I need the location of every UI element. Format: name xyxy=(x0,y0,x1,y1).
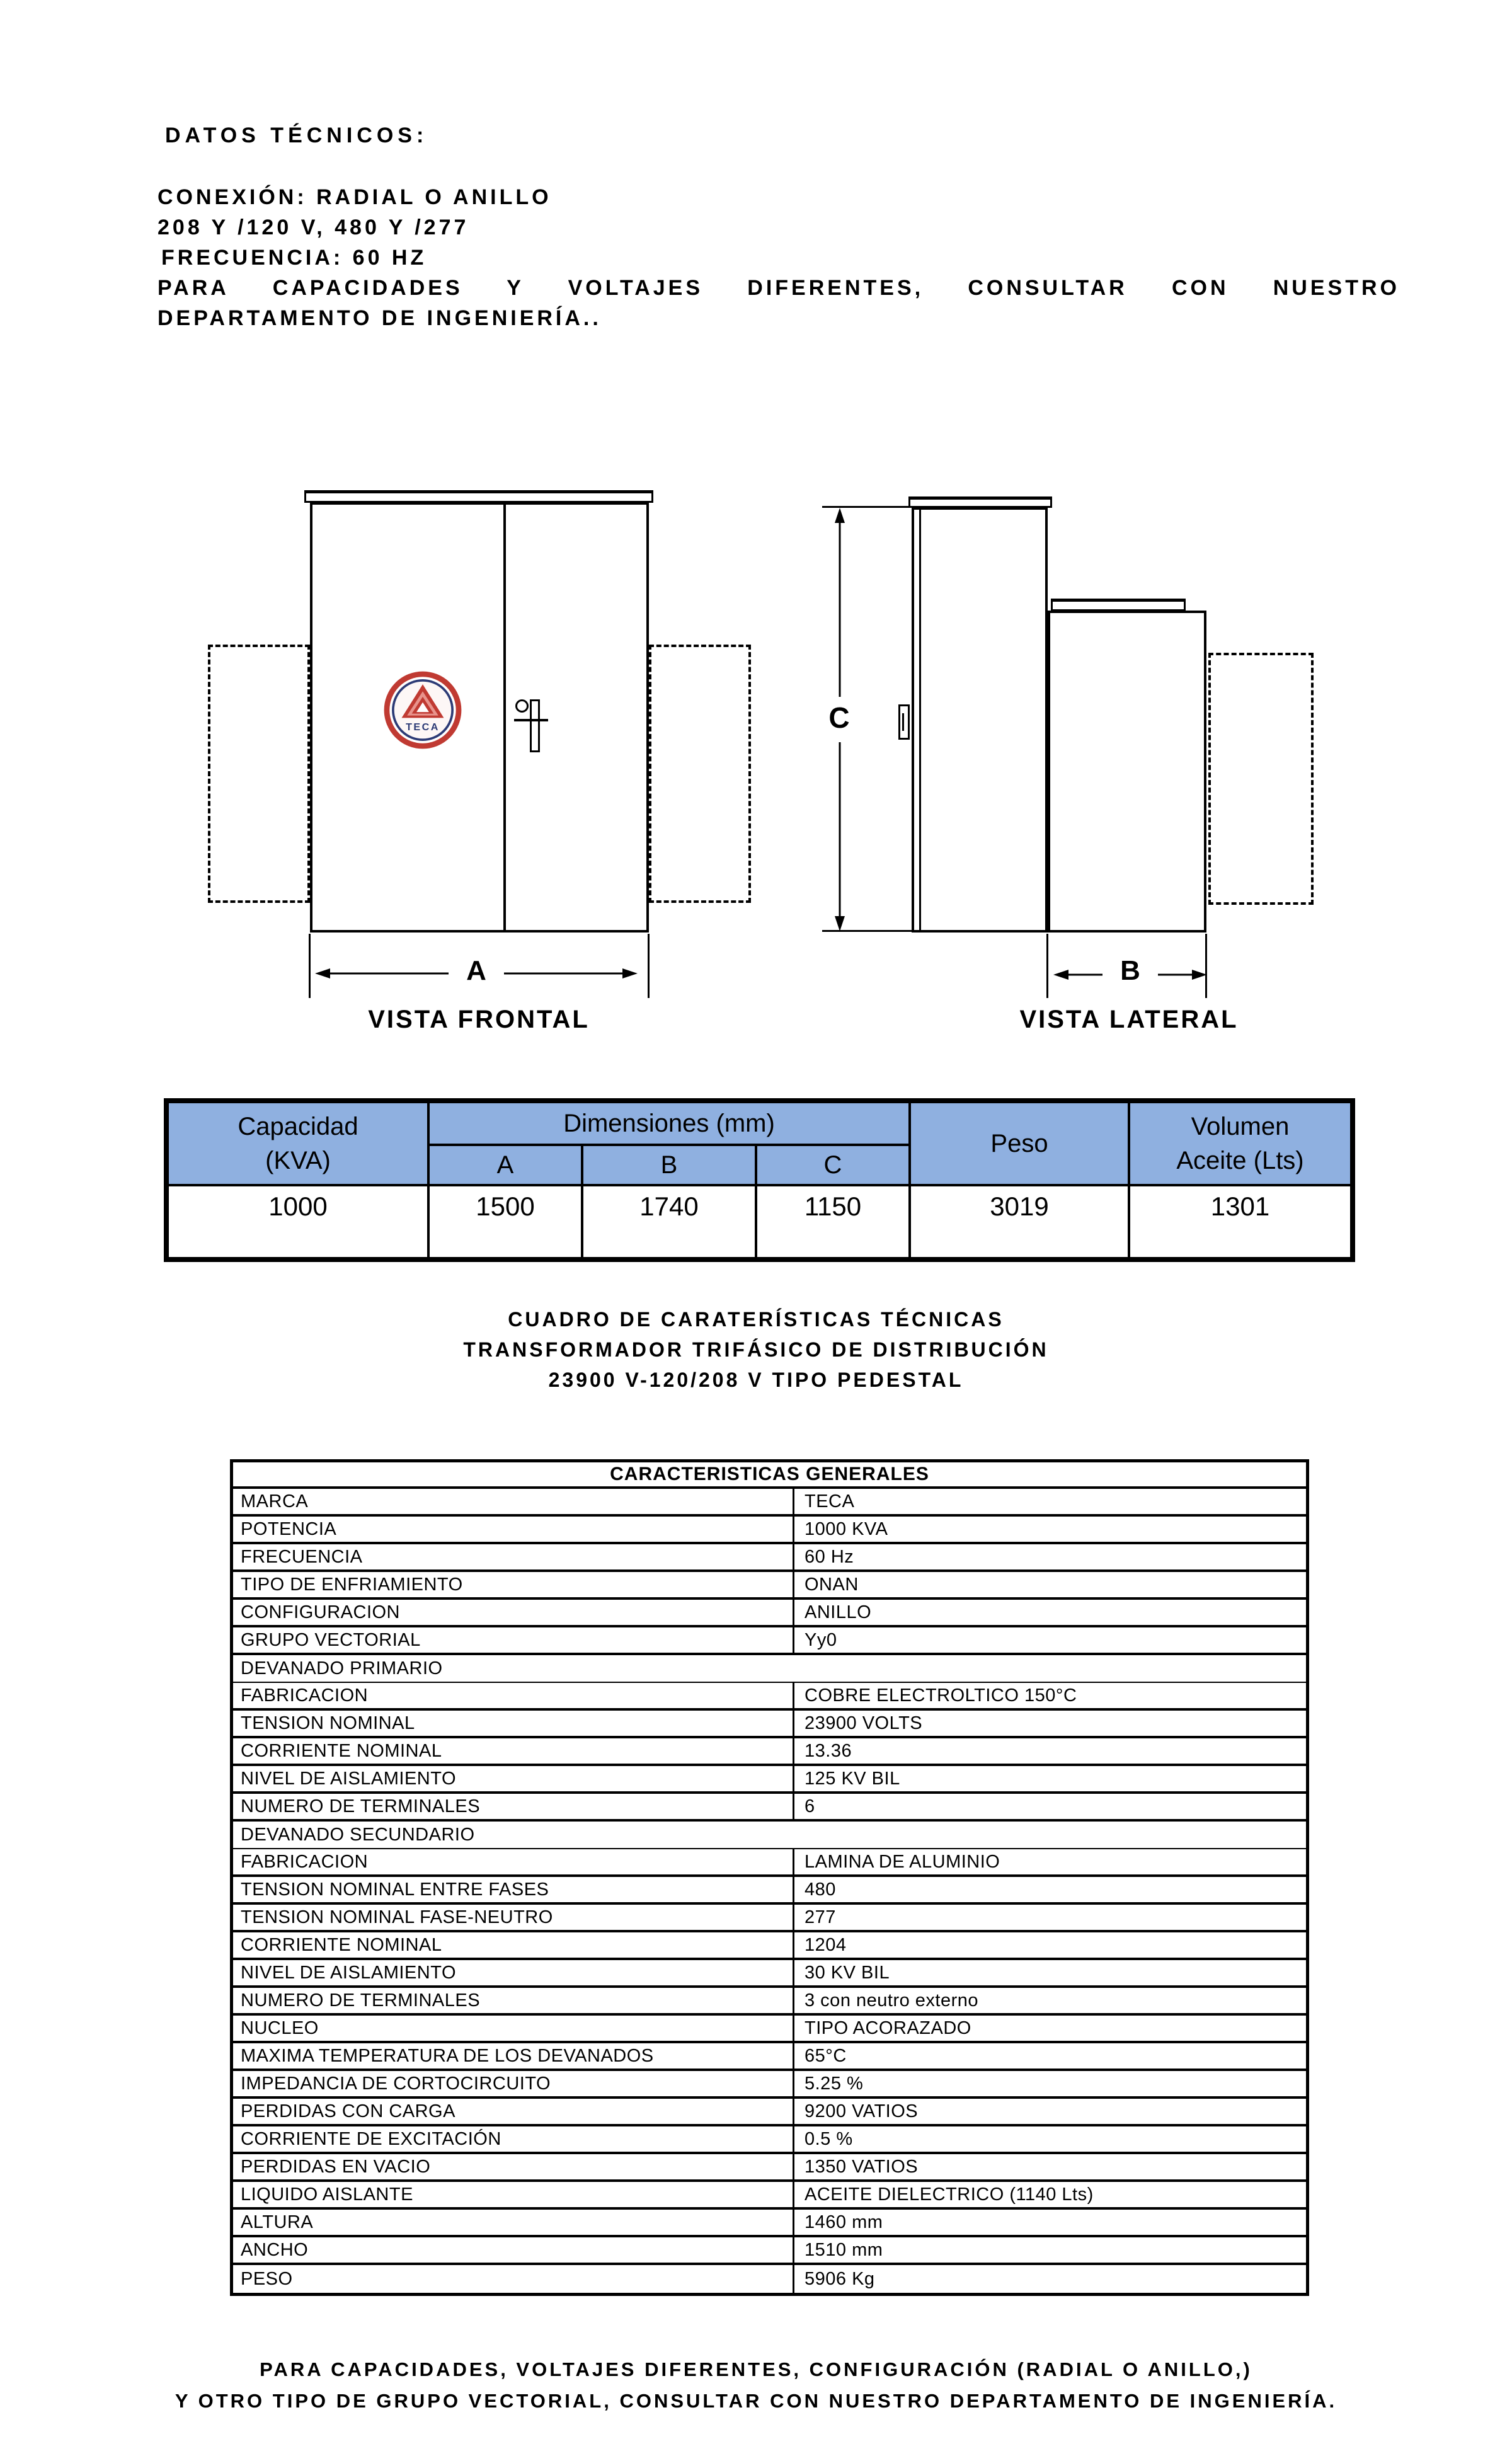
row-label: IMPEDANCIA DE CORTOCIRCUITO xyxy=(233,2071,794,2096)
front-left-dashed-box xyxy=(208,645,310,903)
front-cabinet-body xyxy=(310,502,649,932)
table-row xyxy=(233,1822,1306,1849)
table-row xyxy=(233,2099,1306,2126)
frequency-line: FRECUENCIA: 60 HZ xyxy=(161,246,427,270)
side-short-box-lid xyxy=(1051,599,1186,611)
row-label: NUCLEO xyxy=(233,2016,794,2041)
row-label: NUMERO DE TERMINALES xyxy=(233,1988,794,2013)
row-label: NUMERO DE TERMINALES xyxy=(233,1794,794,1819)
side-tall-box-inner-line xyxy=(919,507,921,932)
oil-volume-header-line1: Volumen xyxy=(1191,1113,1290,1140)
table-row xyxy=(166,1185,1353,1260)
row-value: 3 con neutro externo xyxy=(805,1990,979,2011)
dim-b-extension-left xyxy=(1046,934,1048,998)
dim-c-value: 1150 xyxy=(756,1185,910,1260)
row-value: ANILLO xyxy=(805,1602,872,1622)
table-row xyxy=(233,1849,1306,1877)
row-value: 125 KV BIL xyxy=(805,1768,900,1789)
row-label: FRECUENCIA xyxy=(233,1544,794,1569)
section-title-line1: CUADRO DE CARATERÍSTICAS TÉCNICAS xyxy=(508,1308,1004,1331)
row-label: FABRICACION xyxy=(233,1849,794,1874)
dim-c-label: C xyxy=(828,701,850,734)
row-value: TIPO ACORAZADO xyxy=(805,2017,971,2038)
row-label: ANCHO xyxy=(233,2237,794,2263)
row-label: TENSION NOMINAL xyxy=(233,1711,794,1736)
table-row xyxy=(233,1877,1306,1905)
row-value: 1204 xyxy=(805,1934,847,1955)
row-label: FABRICACION xyxy=(233,1683,794,1708)
section-title xyxy=(252,1304,1260,1395)
table-row xyxy=(233,1738,1306,1766)
row-value: 13.36 xyxy=(805,1740,852,1761)
table-row xyxy=(233,2210,1306,2237)
side-short-box xyxy=(1048,611,1206,932)
row-label: CORRIENTE NOMINAL xyxy=(233,1932,794,1958)
row-value: 277 xyxy=(805,1907,836,1927)
oil-volume-header-cell xyxy=(1129,1101,1353,1185)
capacity-value: 1000 xyxy=(166,1185,428,1260)
table-row xyxy=(233,1794,1306,1822)
side-tall-box xyxy=(912,507,1048,932)
row-label: MARCA xyxy=(233,1489,794,1514)
table-row xyxy=(233,2237,1306,2265)
teca-logo-text: TECA xyxy=(406,721,440,733)
page-title: DATOS TÉCNICOS: xyxy=(165,123,428,147)
row-value: 1510 mm xyxy=(805,2239,883,2260)
row-label: MAXIMA TEMPERATURA DE LOS DEVANADOS xyxy=(233,2043,794,2069)
row-label: ALTURA xyxy=(233,2210,794,2235)
note-line-2: DEPARTAMENTO DE INGENIERÍA.. xyxy=(158,306,602,330)
table-row xyxy=(233,1627,1306,1655)
table-row xyxy=(233,1960,1306,1988)
door-handle-bar-icon xyxy=(530,699,540,752)
row-label: PERDIDAS EN VACIO xyxy=(233,2154,794,2179)
table-row xyxy=(233,1572,1306,1600)
dim-a-label: A xyxy=(466,955,486,986)
row-label: TIPO DE ENFRIAMIENTO xyxy=(233,1572,794,1597)
row-value: ONAN xyxy=(805,1574,859,1595)
row-value: 60 Hz xyxy=(805,1546,854,1567)
characteristics-table-title: CARACTERISTICAS GENERALES xyxy=(233,1462,1306,1489)
side-tall-box-lid xyxy=(908,496,1052,508)
row-value: Yy0 xyxy=(805,1629,837,1650)
voltages-line: 208 Y /120 V, 480 Y /277 xyxy=(158,215,469,239)
row-value: 480 xyxy=(805,1879,836,1900)
side-view-caption: VISTA LATERAL xyxy=(1019,1006,1239,1033)
capacity-header-cell xyxy=(166,1101,428,1185)
dim-a-value: 1500 xyxy=(428,1185,582,1260)
capacity-table xyxy=(164,1098,1355,1262)
dim-b-header-cell: B xyxy=(582,1145,756,1185)
row-value: COBRE ELECTROLTICO 150°C xyxy=(805,1685,1077,1706)
row-label: LIQUIDO AISLANTE xyxy=(233,2182,794,2207)
oil-volume-header-line2: Aceite (Lts) xyxy=(1176,1147,1304,1174)
row-value: 1460 mm xyxy=(805,2212,883,2232)
table-row xyxy=(233,2265,1306,2293)
table-row xyxy=(233,1655,1306,1683)
table-row xyxy=(233,1905,1306,1932)
row-value: LAMINA DE ALUMINIO xyxy=(805,1851,1000,1872)
oil-volume-value: 1301 xyxy=(1129,1185,1353,1260)
door-handle-cross-icon xyxy=(514,719,548,721)
connection-line: CONEXIÓN: RADIAL O ANILLO xyxy=(158,185,552,209)
row-value: ACEITE DIELECTRICO (1140 Lts) xyxy=(805,2184,1094,2205)
table-row xyxy=(233,1517,1306,1544)
footer-note xyxy=(126,2354,1386,2417)
front-right-dashed-box xyxy=(649,645,751,903)
row-label: CONFIGURACION xyxy=(233,1600,794,1625)
row-value: 5.25 % xyxy=(805,2073,864,2094)
row-value: 9200 VATIOS xyxy=(805,2101,919,2121)
row-label: POTENCIA xyxy=(233,1517,794,1542)
row-value: TECA xyxy=(805,1491,855,1512)
table-row xyxy=(233,2154,1306,2182)
row-label: CORRIENTE DE EXCITACIÓN xyxy=(233,2126,794,2152)
row-label: PESO xyxy=(233,2265,794,2293)
teca-logo xyxy=(384,671,462,749)
dim-a-header-cell: A xyxy=(428,1145,582,1185)
table-row xyxy=(233,1711,1306,1738)
side-handle-inner-line xyxy=(902,713,904,731)
table-row xyxy=(233,2182,1306,2210)
characteristics-table-rows xyxy=(233,1489,1306,2293)
dimensions-header-cell: Dimensiones (mm) xyxy=(428,1101,910,1145)
row-label: PERDIDAS CON CARGA xyxy=(233,2099,794,2124)
table-row xyxy=(233,1988,1306,2016)
table-row xyxy=(233,2016,1306,2043)
door-handle-knob-icon xyxy=(515,699,529,713)
row-label: GRUPO VECTORIAL xyxy=(233,1627,794,1653)
table-row xyxy=(233,1600,1306,1627)
row-value: 1350 VATIOS xyxy=(805,2156,919,2177)
row-value: 65°C xyxy=(805,2045,847,2066)
row-label: TENSION NOMINAL ENTRE FASES xyxy=(233,1877,794,1902)
footer-line1: PARA CAPACIDADES, VOLTAJES DIFERENTES, CONFIGURACIÓN (RADIAL O ANILLO,) xyxy=(260,2358,1252,2380)
dim-b-value: 1740 xyxy=(582,1185,756,1260)
table-row xyxy=(233,1932,1306,1960)
row-label: DEVANADO SECUNDARIO xyxy=(241,1824,475,1845)
row-value: 1000 KVA xyxy=(805,1518,888,1539)
dim-b-label: B xyxy=(1120,955,1140,986)
capacity-header-line2: (KVA) xyxy=(265,1147,331,1174)
section-title-line3: 23900 V-120/208 V TIPO PEDESTAL xyxy=(548,1369,964,1391)
dim-a-extension-right xyxy=(648,934,650,998)
front-cabinet-lid xyxy=(304,490,653,503)
note-line-1: PARA CAPACIDADES Y VOLTAJES DIFERENTES, CONSULTAR CON NUESTRO xyxy=(158,276,1400,300)
table-row xyxy=(233,2043,1306,2071)
weight-header-cell: Peso xyxy=(910,1101,1129,1185)
row-value: 6 xyxy=(805,1796,815,1816)
characteristics-table xyxy=(230,1459,1309,2296)
row-label: NIVEL DE AISLAMIENTO xyxy=(233,1960,794,1985)
dim-a-extension-left xyxy=(309,934,311,998)
row-value: 23900 VOLTS xyxy=(805,1713,923,1733)
row-label: TENSION NOMINAL FASE-NEUTRO xyxy=(233,1905,794,1930)
front-door-divider xyxy=(503,502,506,932)
table-row xyxy=(233,1683,1306,1711)
table-row xyxy=(233,2126,1306,2154)
table-row xyxy=(233,1766,1306,1794)
row-label: NIVEL DE AISLAMIENTO xyxy=(233,1766,794,1791)
side-right-dashed-box xyxy=(1208,653,1314,905)
capacity-header-line1: Capacidad xyxy=(238,1113,358,1140)
row-label: DEVANADO PRIMARIO xyxy=(241,1658,443,1678)
table-row xyxy=(233,1544,1306,1572)
row-label: CORRIENTE NOMINAL xyxy=(233,1738,794,1764)
section-title-line2: TRANSFORMADOR TRIFÁSICO DE DISTRIBUCIÓN xyxy=(463,1338,1049,1361)
side-handle-icon xyxy=(898,704,910,740)
row-value: 0.5 % xyxy=(805,2128,853,2149)
dim-c-header-cell: C xyxy=(756,1145,910,1185)
row-value: 30 KV BIL xyxy=(805,1962,890,1983)
weight-value: 3019 xyxy=(910,1185,1129,1260)
footer-line2: Y OTRO TIPO DE GRUPO VECTORIAL, CONSULTAR CON NUESTRO DEPARTAMENTO DE INGENIERÍA. xyxy=(175,2390,1337,2412)
teca-logo-icon xyxy=(384,671,462,749)
table-row xyxy=(233,1489,1306,1517)
front-view-caption: VISTA FRONTAL xyxy=(368,1006,590,1033)
table-row xyxy=(233,2071,1306,2099)
row-value: 5906 Kg xyxy=(805,2268,875,2289)
